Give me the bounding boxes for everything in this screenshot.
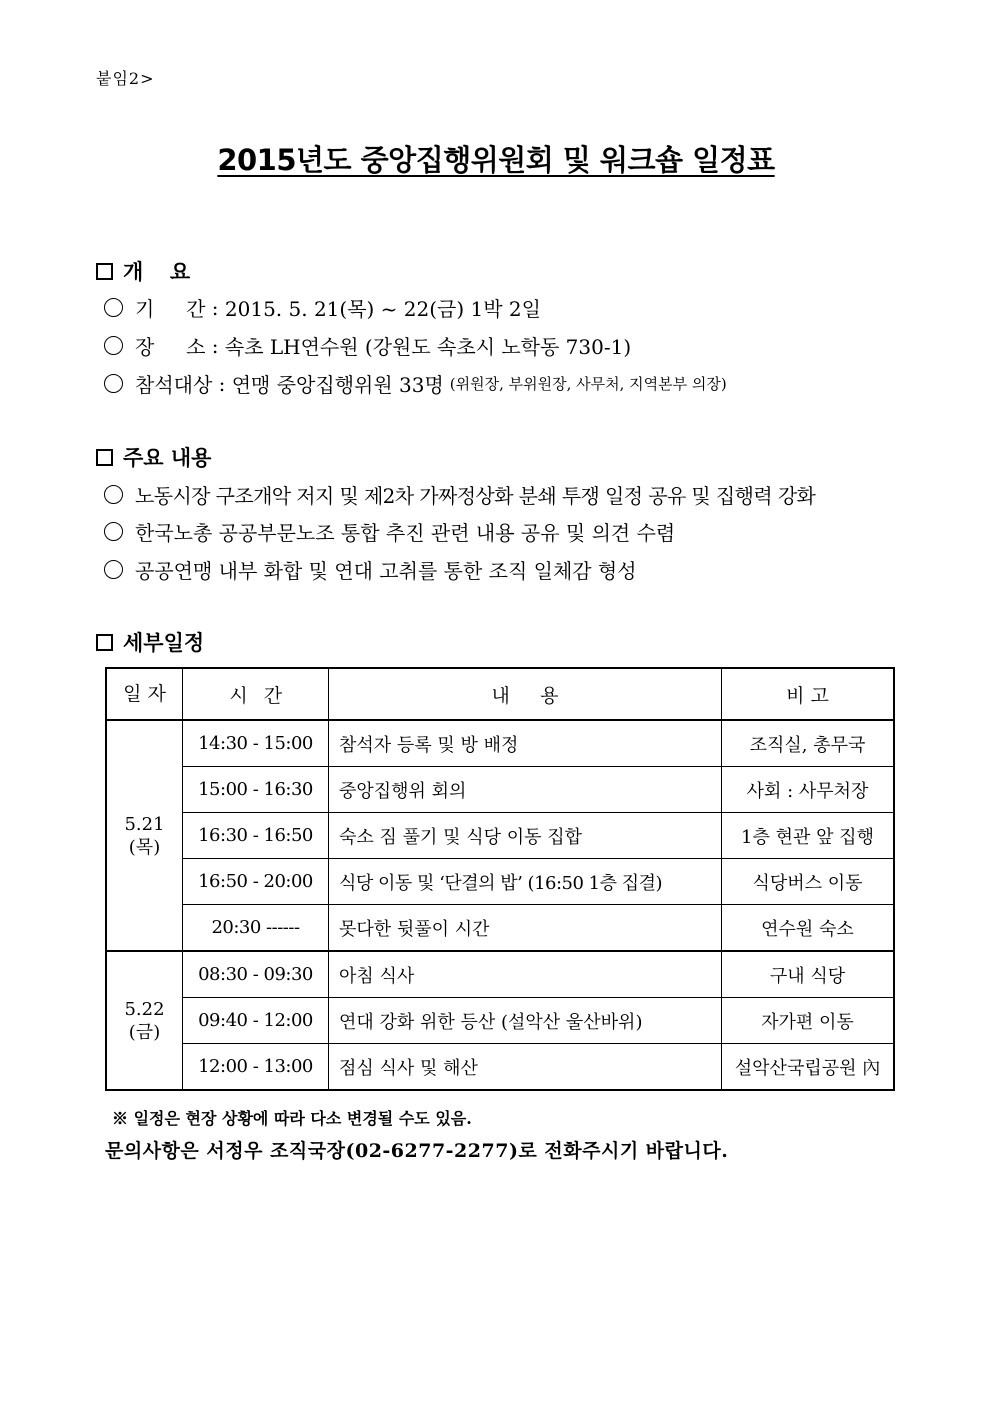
content-cell: 연대 강화 위한 등산 (설악산 울산바위) (329, 998, 722, 1044)
main-item (104, 480, 815, 509)
circle-bullet-icon (104, 374, 123, 393)
column-header-note: 비 고 (722, 668, 895, 720)
overview-extra: (위원장, 부위원장, 사무처, 지역본부 의장) (449, 375, 727, 393)
circle-bullet-icon (104, 485, 123, 504)
table-row (106, 951, 894, 998)
content-cell: 숙소 짐 풀기 및 식당 이동 집합 (329, 813, 722, 859)
section-main-label: 주요 내용 (123, 446, 212, 470)
column-header-time: 시 간 (183, 668, 329, 720)
main-item (104, 555, 637, 584)
column-header-date: 일 자 (106, 668, 183, 720)
table-row (106, 859, 894, 905)
main-item-text: 노동시장 구조개악 저지 및 제2차 가짜정상화 분쇄 투쟁 일정 공유 및 집행력 강화 (135, 484, 816, 508)
table-header-row (106, 668, 894, 720)
checkbox-square-icon (96, 634, 113, 651)
date-cell (106, 720, 183, 951)
checkbox-square-icon (96, 449, 113, 466)
note-cell: 1층 현관 앞 집행 (722, 813, 895, 859)
section-overview-heading (96, 256, 194, 286)
schedule-table (105, 667, 895, 1091)
time-cell: 14:30 - 15:00 (183, 720, 329, 767)
section-overview-label: 개 요 (123, 260, 195, 284)
section-schedule-heading (96, 627, 204, 657)
time-cell: 16:50 - 20:00 (183, 859, 329, 905)
overview-label: 장 소 (135, 335, 206, 359)
attachment-label: 붙임2> (96, 69, 155, 88)
content-cell: 점심 식사 및 해산 (329, 1044, 722, 1091)
time-cell: 12:00 - 13:00 (183, 1044, 329, 1091)
overview-item-period: 기 간 : 2015. 5. 21(목) ~ 22(금) 1박 2일 (104, 293, 541, 322)
note-cell: 연수원 숙소 (722, 905, 895, 952)
circle-bullet-icon (104, 522, 123, 541)
note-cell: 설악산국립공원 內 (722, 1044, 895, 1091)
date-value: 5.21 (124, 813, 165, 835)
overview-label: 기 간 (135, 297, 206, 321)
overview-label: 참석대상 (135, 373, 213, 397)
circle-bullet-icon (104, 298, 123, 317)
time-cell: 09:40 - 12:00 (183, 998, 329, 1044)
note-cell: 조직실, 총무국 (722, 720, 895, 767)
content-cell: 식당 이동 및 ‘단결의 밥’ (16:50 1층 집결) (329, 859, 722, 905)
overview-value: 속초 LH연수원 (강원도 속초시 노학동 730-1) (224, 335, 632, 359)
note-cell: 구내 식당 (722, 951, 895, 998)
table-row (106, 905, 894, 952)
document-title: 2015년도 중앙집행위원회 및 워크숍 일정표 (217, 143, 775, 177)
table-row (106, 1044, 894, 1091)
content-cell: 아침 식사 (329, 951, 722, 998)
table-row (106, 767, 894, 813)
overview-value: 연맹 중앙집행위원 33명 (231, 373, 444, 397)
overview-item-place: 장 소 : 속초 LH연수원 (강원도 속초시 노학동 730-1) (104, 331, 631, 360)
main-item-text: 한국노총 공공부문노조 통합 추진 관련 내용 공유 및 의견 수렴 (135, 521, 676, 545)
column-header-content: 내 용 (329, 668, 722, 720)
table-row (106, 813, 894, 859)
section-schedule-label: 세부일정 (123, 631, 205, 655)
note-cell: 사회 : 사무처장 (722, 767, 895, 813)
time-cell: 20:30 ------ (183, 905, 329, 952)
time-cell: 08:30 - 09:30 (183, 951, 329, 998)
main-item-text: 공공연맹 내부 화합 및 연대 고취를 통한 조직 일체감 형성 (135, 559, 637, 583)
section-main-heading (96, 442, 211, 472)
overview-value: 2015. 5. 21(목) ~ 22(금) 1박 2일 (224, 297, 541, 321)
content-cell: 참석자 등록 및 방 배정 (329, 720, 722, 767)
date-cell (106, 951, 183, 1090)
checkbox-square-icon (96, 263, 113, 280)
time-cell: 16:30 - 16:50 (183, 813, 329, 859)
main-item (104, 517, 675, 546)
weekday-value: (금) (128, 1021, 161, 1043)
weekday-value: (목) (128, 836, 161, 858)
circle-bullet-icon (104, 560, 123, 579)
circle-bullet-icon (104, 336, 123, 355)
overview-item-attendees: 참석대상 : 연맹 중앙집행위원 33명 (위원장, 부위원장, 사무처, 지역본부 의장) (104, 369, 727, 398)
time-cell: 15:00 - 16:30 (183, 767, 329, 813)
contact-info: 문의사항은 서정우 조직국장(02-6277-2277)로 전화주시기 바랍니다. (105, 1140, 729, 1162)
note-cell: 식당버스 이동 (722, 859, 895, 905)
table-row (106, 720, 894, 767)
table-row (106, 998, 894, 1044)
note-cell: 자가편 이동 (722, 998, 895, 1044)
footnote: ※ 일정은 현장 상황에 따라 다소 변경될 수도 있음. (112, 1109, 472, 1128)
content-cell: 못다한 뒷풀이 시간 (329, 905, 722, 952)
content-cell: 중앙집행위 회의 (329, 767, 722, 813)
date-value: 5.22 (124, 998, 165, 1020)
